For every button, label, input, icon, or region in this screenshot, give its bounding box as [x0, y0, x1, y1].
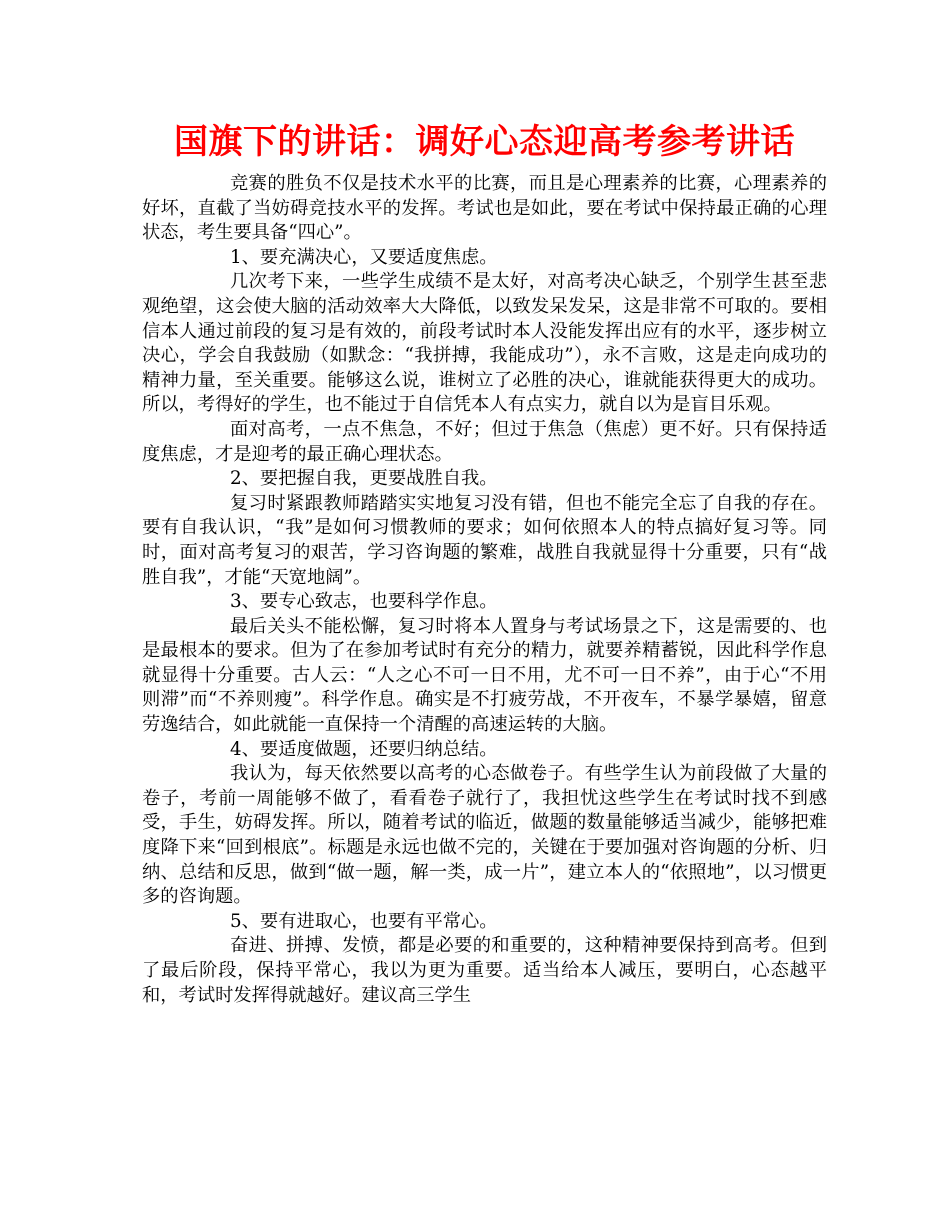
- section-heading-4: 4、要适度做题，还要归纳总结。: [230, 738, 498, 760]
- paragraph-section-2: 复习时紧跟教师踏踏实实地复习没有错，但也不能完全忘了自我的存在。要有自我认识，“我”是如何习惯教师的要求；如何依照本人的特点搞好复习等。同时，面对高考复习的艰苦，学习咨询题的繁难，战胜自我就显得十分重要，只有“战胜自我”，才能“天宽地阔”。: [142, 492, 827, 588]
- paragraph-section-1-b: 面对高考，一点不焦急，不好；但过于焦急（焦虑）更不好。只有保持适度焦虑，才是迎考的最正确心理状态。: [142, 418, 827, 465]
- paragraph-section-5: 奋进、拼搏、发愤，都是必要的和重要的，这种精神要保持到高考。但到了最后阶段，保持平常心，我以为更为重要。适当给本人减压，要明白，心态越平和，考试时发挥得就越好。建议高三学生: [142, 935, 827, 1006]
- paragraph-section-1-a: 几次考下来，一些学生成绩不是太好，对高考决心缺乏，个别学生甚至悲观绝望，这会使大脑的活动效率大大降低，以致发呆发呆，这是非常不可取的。要相信本人通过前段的复习是有效的，前段考试时本人没能发挥出应有的水平，逐步树立决心，学会自我鼓励（如默念：“我拼搏，我能成功”），永不言败，这是走向成功的精神力量，至关重要。能够这么说，谁树立了必胜的决心，谁就能获得更大的成功。所以，考得好的学生，也不能过于自信凭本人有点实力，就自以为是盲目乐观。: [142, 271, 827, 416]
- document-page: [142, 118, 827, 1008]
- section-heading-3: 3、要专心致志，也要科学作息。: [230, 591, 498, 613]
- section-heading-5: 5、要有进取心，也要有平常心。: [230, 910, 498, 932]
- section-heading-1: 1、要充满决心，又要适度焦虑。: [230, 246, 498, 268]
- section-heading-2: 2、要把握自我，更要战胜自我。: [230, 468, 498, 490]
- paragraph-section-3: 最后关头不能松懈，复习时将本人置身与考试场景之下，这是需要的、也是最根本的要求。但为了在参加考试时有充分的精力，就要养精蓄锐，因此科学作息就显得十分重要。古人云：“人之心不可一日不用，尤不可一日不养”，由于心“不用则滞”而“不养则瘦”。科学作息。确实是不打疲劳战，不开夜车，不暴学暴嬉，留意劳逸结合，如此就能一直保持一个清醒的高速运转的大脑。: [142, 615, 827, 736]
- document-title: 国旗下的讲话：调好心态迎高考参考讲话: [174, 122, 795, 162]
- paragraph-section-4: 我认为，每天依然要以高考的心态做卷子。有些学生认为前段做了大量的卷子，考前一周能够不做了，看看卷子就行了，我担忧这些学生在考试时找不到感受，手生，妨碍发挥。所以，随着考试的临近，做题的数量能够适当减少，能够把难度降下来“回到根底”。标题是永远也做不完的，关键在于要加强对咨询题的分析、归纳、总结和反思，做到“做一题，解一类，成一片”，建立本人的“依照地”，以习惯更多的咨询题。: [142, 763, 827, 908]
- paragraph-intro: 竞赛的胜负不仅是技术水平的比赛，而且是心理素养的比赛，心理素养的好坏，直截了当妨碍竞技水平的发挥。考试也是如此，要在考试中保持最正确的心理状态，考生要具备“四心”。: [142, 173, 827, 244]
